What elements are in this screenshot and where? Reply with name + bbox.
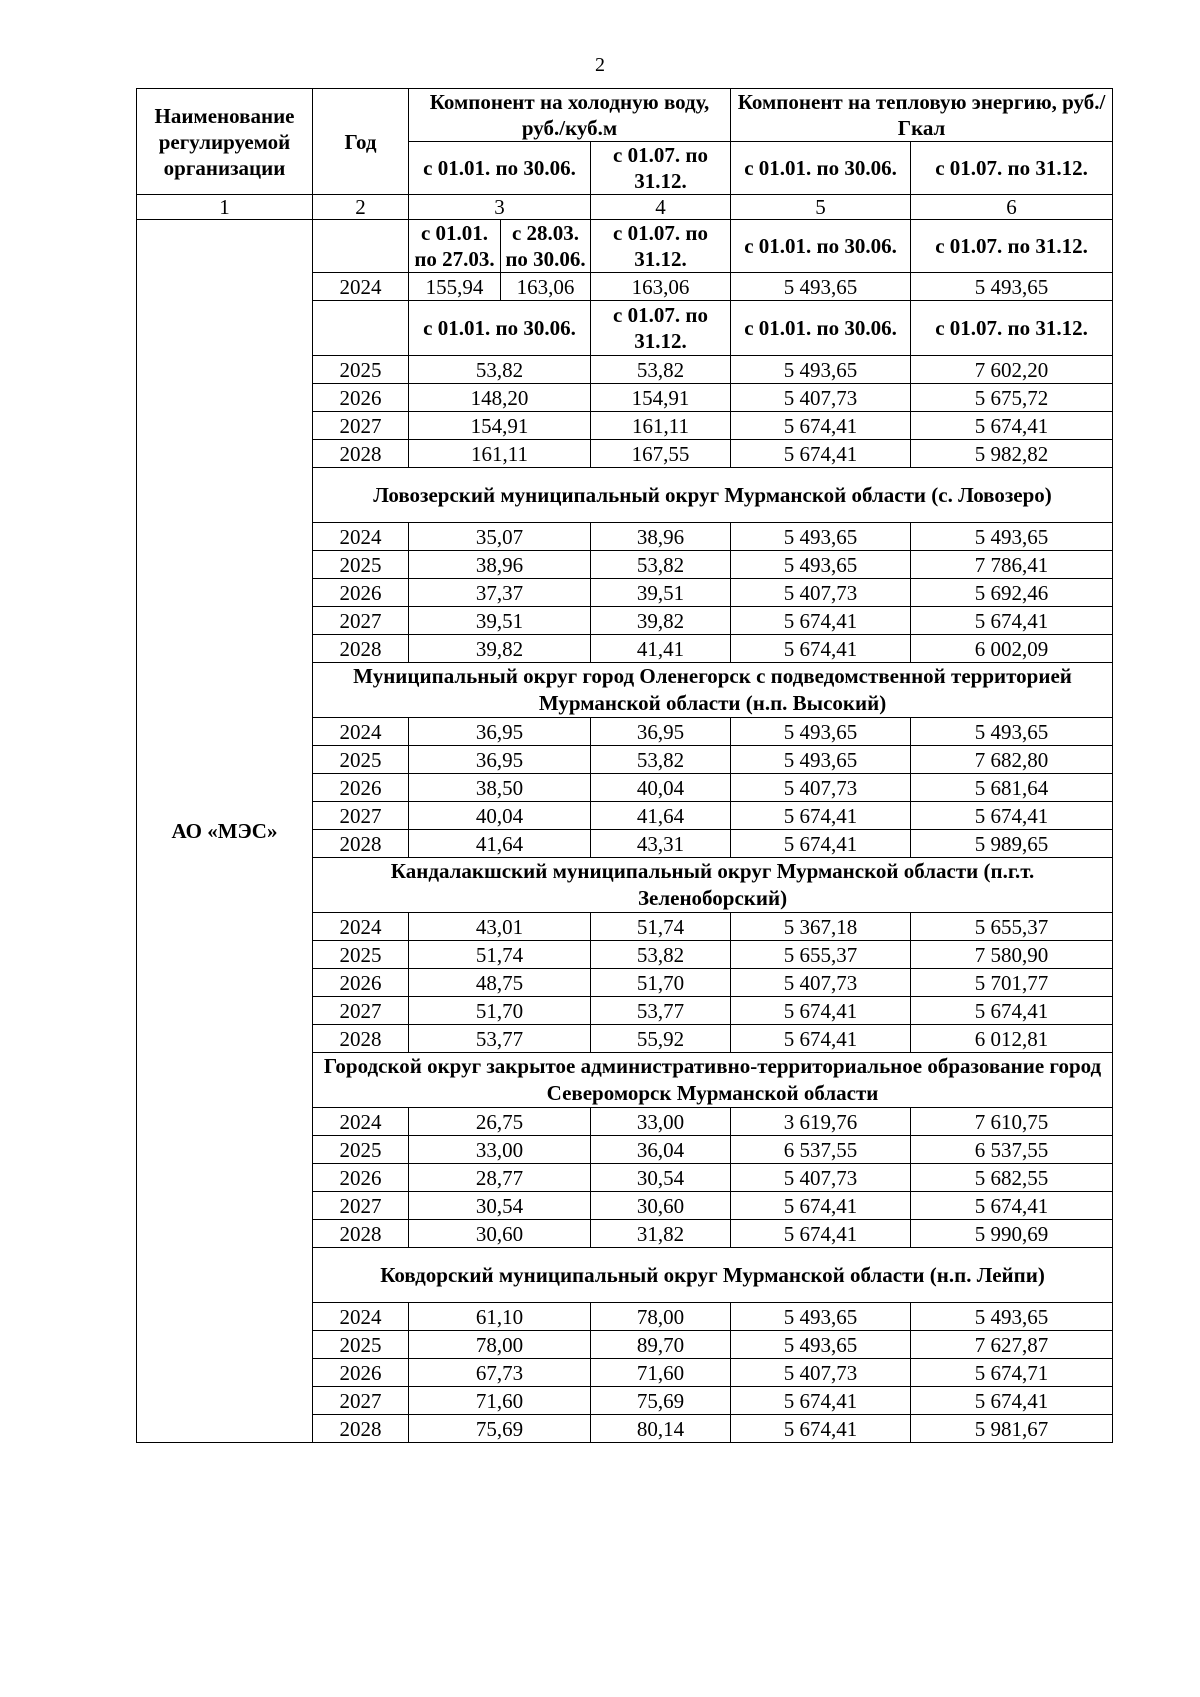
value-cell: 48,75 (409, 969, 591, 997)
period-subheader: с 01.01. по 30.06. (731, 220, 911, 273)
value-cell: 5 674,41 (731, 1025, 911, 1053)
value-cell: 35,07 (409, 523, 591, 551)
value-cell: 5 493,65 (731, 718, 911, 746)
value-cell: 5 982,82 (911, 440, 1113, 468)
region-name: Ловозерский муниципальный округ Мурманской области (с. Ловозеро) (313, 468, 1113, 523)
value-cell: 5 674,41 (911, 1192, 1113, 1220)
value-cell: 38,50 (409, 774, 591, 802)
value-cell: 41,64 (409, 830, 591, 858)
period-subheader: с 01.07. по 31.12. (911, 220, 1113, 273)
heat-energy-header: Компонент на тепловую энергию, руб./Гкал (731, 89, 1113, 142)
value-cell: 161,11 (409, 440, 591, 468)
value-cell: 5 407,73 (731, 579, 911, 607)
value-cell: 5 674,71 (911, 1359, 1113, 1387)
year-column-header: Год (313, 89, 409, 195)
value-cell: 28,77 (409, 1164, 591, 1192)
tariff-table (136, 88, 1113, 1443)
value-cell: 61,10 (409, 1303, 591, 1331)
value-cell: 31,82 (591, 1220, 731, 1248)
value-cell: 167,55 (591, 440, 731, 468)
value-cell: 36,95 (591, 718, 731, 746)
page-number: 2 (595, 54, 605, 76)
year-cell: 2026 (313, 774, 409, 802)
header-row-1 (137, 89, 1113, 142)
value-cell: 78,00 (409, 1331, 591, 1359)
value-cell: 39,82 (591, 607, 731, 635)
value-cell: 5 674,41 (731, 440, 911, 468)
value-cell: 154,91 (591, 384, 731, 412)
year-cell: 2027 (313, 412, 409, 440)
value-cell: 75,69 (591, 1387, 731, 1415)
column-number: 6 (911, 195, 1113, 220)
value-cell: 51,74 (409, 941, 591, 969)
value-cell: 6 012,81 (911, 1025, 1113, 1053)
value-cell: 5 674,41 (731, 607, 911, 635)
heat-period-2: с 01.07. по 31.12. (911, 142, 1113, 195)
period-subheader: с 01.07. по 31.12. (911, 301, 1113, 356)
value-cell: 80,14 (591, 1415, 731, 1443)
year-cell: 2028 (313, 635, 409, 663)
value-cell: 5 990,69 (911, 1220, 1113, 1248)
value-cell: 78,00 (591, 1303, 731, 1331)
value-cell: 51,70 (409, 997, 591, 1025)
column-numbers-row (137, 195, 1113, 220)
value-cell: 7 682,80 (911, 746, 1113, 774)
value-cell: 5 407,73 (731, 774, 911, 802)
column-number: 5 (731, 195, 911, 220)
value-cell: 40,04 (409, 802, 591, 830)
value-cell: 5 493,65 (911, 718, 1113, 746)
value-cell: 6 537,55 (731, 1136, 911, 1164)
year-cell: 2026 (313, 1359, 409, 1387)
value-cell: 38,96 (409, 551, 591, 579)
value-cell: 51,70 (591, 969, 731, 997)
year-cell: 2026 (313, 969, 409, 997)
year-cell: 2028 (313, 1025, 409, 1053)
value-cell: 5 674,41 (911, 1387, 1113, 1415)
region-name: Городской округ закрытое административно-территориальное образование город Североморск Мурманской области (313, 1053, 1113, 1108)
region-name: Кандалакшский муниципальный округ Мурманской области (п.г.т. Зеленоборский) (313, 858, 1113, 913)
value-cell: 53,77 (591, 997, 731, 1025)
value-cell: 5 407,73 (731, 969, 911, 997)
value-cell: 5 674,41 (731, 1192, 911, 1220)
year-cell: 2027 (313, 1387, 409, 1415)
value-cell: 75,69 (409, 1415, 591, 1443)
period-subheader: с 01.07. по 31.12. (591, 220, 731, 273)
value-cell: 5 493,65 (731, 273, 911, 301)
value-cell: 5 493,65 (911, 273, 1113, 301)
value-cell: 41,41 (591, 635, 731, 663)
value-cell: 5 493,65 (911, 523, 1113, 551)
year-cell: 2027 (313, 997, 409, 1025)
column-number: 4 (591, 195, 731, 220)
value-cell: 30,60 (409, 1220, 591, 1248)
value-cell: 163,06 (501, 273, 591, 301)
year-cell: 2025 (313, 746, 409, 774)
value-cell: 40,04 (591, 774, 731, 802)
heat-period-1: с 01.01. по 30.06. (731, 142, 911, 195)
value-cell: 30,54 (409, 1192, 591, 1220)
year-cell: 2027 (313, 802, 409, 830)
first-block-subheader-row (137, 220, 1113, 273)
value-cell: 7 602,20 (911, 356, 1113, 384)
value-cell: 7 627,87 (911, 1331, 1113, 1359)
year-cell: 2028 (313, 1220, 409, 1248)
value-cell: 5 674,41 (731, 802, 911, 830)
value-cell: 155,94 (409, 273, 501, 301)
value-cell: 161,11 (591, 412, 731, 440)
year-cell: 2025 (313, 941, 409, 969)
value-cell: 148,20 (409, 384, 591, 412)
value-cell: 53,77 (409, 1025, 591, 1053)
column-number: 2 (313, 195, 409, 220)
value-cell: 7 610,75 (911, 1108, 1113, 1136)
value-cell: 6 537,55 (911, 1136, 1113, 1164)
value-cell: 39,51 (591, 579, 731, 607)
value-cell: 5 407,73 (731, 1164, 911, 1192)
value-cell: 89,70 (591, 1331, 731, 1359)
value-cell: 30,54 (591, 1164, 731, 1192)
cold-water-period-2: с 01.07. по 31.12. (591, 142, 731, 195)
value-cell: 53,82 (591, 746, 731, 774)
value-cell: 55,92 (591, 1025, 731, 1053)
year-cell: 2024 (313, 1303, 409, 1331)
value-cell: 53,82 (591, 356, 731, 384)
empty-year-cell (313, 301, 409, 356)
org-column-header: Наименование регулируемой организации (137, 89, 313, 195)
value-cell: 53,82 (409, 356, 591, 384)
value-cell: 5 407,73 (731, 384, 911, 412)
column-number: 1 (137, 195, 313, 220)
value-cell: 5 407,73 (731, 1359, 911, 1387)
value-cell: 5 675,72 (911, 384, 1113, 412)
value-cell: 43,01 (409, 913, 591, 941)
value-cell: 53,82 (591, 941, 731, 969)
value-cell: 154,91 (409, 412, 591, 440)
value-cell: 5 674,41 (731, 412, 911, 440)
value-cell: 53,82 (591, 551, 731, 579)
year-cell: 2025 (313, 1136, 409, 1164)
value-cell: 71,60 (591, 1359, 731, 1387)
year-cell: 2027 (313, 607, 409, 635)
value-cell: 5 674,41 (911, 412, 1113, 440)
value-cell: 5 655,37 (911, 913, 1113, 941)
year-cell: 2028 (313, 830, 409, 858)
value-cell: 39,82 (409, 635, 591, 663)
value-cell: 5 674,41 (911, 802, 1113, 830)
value-cell: 3 619,76 (731, 1108, 911, 1136)
year-cell: 2026 (313, 579, 409, 607)
value-cell: 6 002,09 (911, 635, 1113, 663)
value-cell: 5 682,55 (911, 1164, 1113, 1192)
value-cell: 36,04 (591, 1136, 731, 1164)
value-cell: 5 674,41 (731, 1220, 911, 1248)
value-cell: 5 674,41 (731, 635, 911, 663)
value-cell: 5 681,64 (911, 774, 1113, 802)
value-cell: 163,06 (591, 273, 731, 301)
value-cell: 5 674,41 (731, 830, 911, 858)
region-name: Ковдорский муниципальный округ Мурманской области (н.п. Лейпи) (313, 1248, 1113, 1303)
column-number: 3 (409, 195, 591, 220)
period-subheader: с 01.07. по 31.12. (591, 301, 731, 356)
region-name: Муниципальный округ город Оленегорск с подведомственной территорией Мурманской области (н.п. Высокий) (313, 663, 1113, 718)
year-cell: 2024 (313, 913, 409, 941)
value-cell: 5 674,41 (731, 1415, 911, 1443)
value-cell: 5 674,41 (731, 997, 911, 1025)
value-cell: 33,00 (409, 1136, 591, 1164)
value-cell: 5 989,65 (911, 830, 1113, 858)
period-subheader: с 01.01. по 30.06. (731, 301, 911, 356)
organization-name: АО «МЭС» (137, 220, 313, 1443)
period-subheader: с 28.03. по 30.06. (501, 220, 591, 273)
year-cell: 2026 (313, 384, 409, 412)
value-cell: 26,75 (409, 1108, 591, 1136)
value-cell: 5 493,65 (731, 1303, 911, 1331)
year-cell: 2024 (313, 1108, 409, 1136)
year-cell: 2028 (313, 1415, 409, 1443)
cold-water-header: Компонент на холодную воду, руб./куб.м (409, 89, 731, 142)
year-cell: 2024 (313, 273, 409, 301)
value-cell: 36,95 (409, 746, 591, 774)
value-cell: 33,00 (591, 1108, 731, 1136)
year-cell: 2024 (313, 523, 409, 551)
value-cell: 5 493,65 (731, 356, 911, 384)
period-subheader: с 01.01. по 30.06. (409, 301, 591, 356)
year-cell: 2024 (313, 718, 409, 746)
value-cell: 5 493,65 (731, 551, 911, 579)
value-cell: 5 692,46 (911, 579, 1113, 607)
value-cell: 37,37 (409, 579, 591, 607)
value-cell: 7 786,41 (911, 551, 1113, 579)
value-cell: 36,95 (409, 718, 591, 746)
value-cell: 5 367,18 (731, 913, 911, 941)
value-cell: 5 493,65 (731, 1331, 911, 1359)
value-cell: 51,74 (591, 913, 731, 941)
value-cell: 5 493,65 (731, 746, 911, 774)
year-cell: 2025 (313, 356, 409, 384)
value-cell: 5 981,67 (911, 1415, 1113, 1443)
year-cell: 2025 (313, 1331, 409, 1359)
value-cell: 5 674,41 (911, 997, 1113, 1025)
value-cell: 67,73 (409, 1359, 591, 1387)
value-cell: 30,60 (591, 1192, 731, 1220)
value-cell: 5 655,37 (731, 941, 911, 969)
value-cell: 43,31 (591, 830, 731, 858)
period-subheader: с 01.01. по 27.03. (409, 220, 501, 273)
value-cell: 7 580,90 (911, 941, 1113, 969)
year-cell: 2027 (313, 1192, 409, 1220)
year-cell: 2026 (313, 1164, 409, 1192)
value-cell: 5 674,41 (911, 607, 1113, 635)
year-cell: 2028 (313, 440, 409, 468)
value-cell: 39,51 (409, 607, 591, 635)
cold-water-period-1: с 01.01. по 30.06. (409, 142, 591, 195)
value-cell: 41,64 (591, 802, 731, 830)
value-cell: 38,96 (591, 523, 731, 551)
year-cell: 2025 (313, 551, 409, 579)
value-cell: 5 493,65 (911, 1303, 1113, 1331)
value-cell: 5 701,77 (911, 969, 1113, 997)
value-cell: 71,60 (409, 1387, 591, 1415)
empty-year-cell (313, 220, 409, 273)
value-cell: 5 493,65 (731, 523, 911, 551)
value-cell: 5 674,41 (731, 1387, 911, 1415)
